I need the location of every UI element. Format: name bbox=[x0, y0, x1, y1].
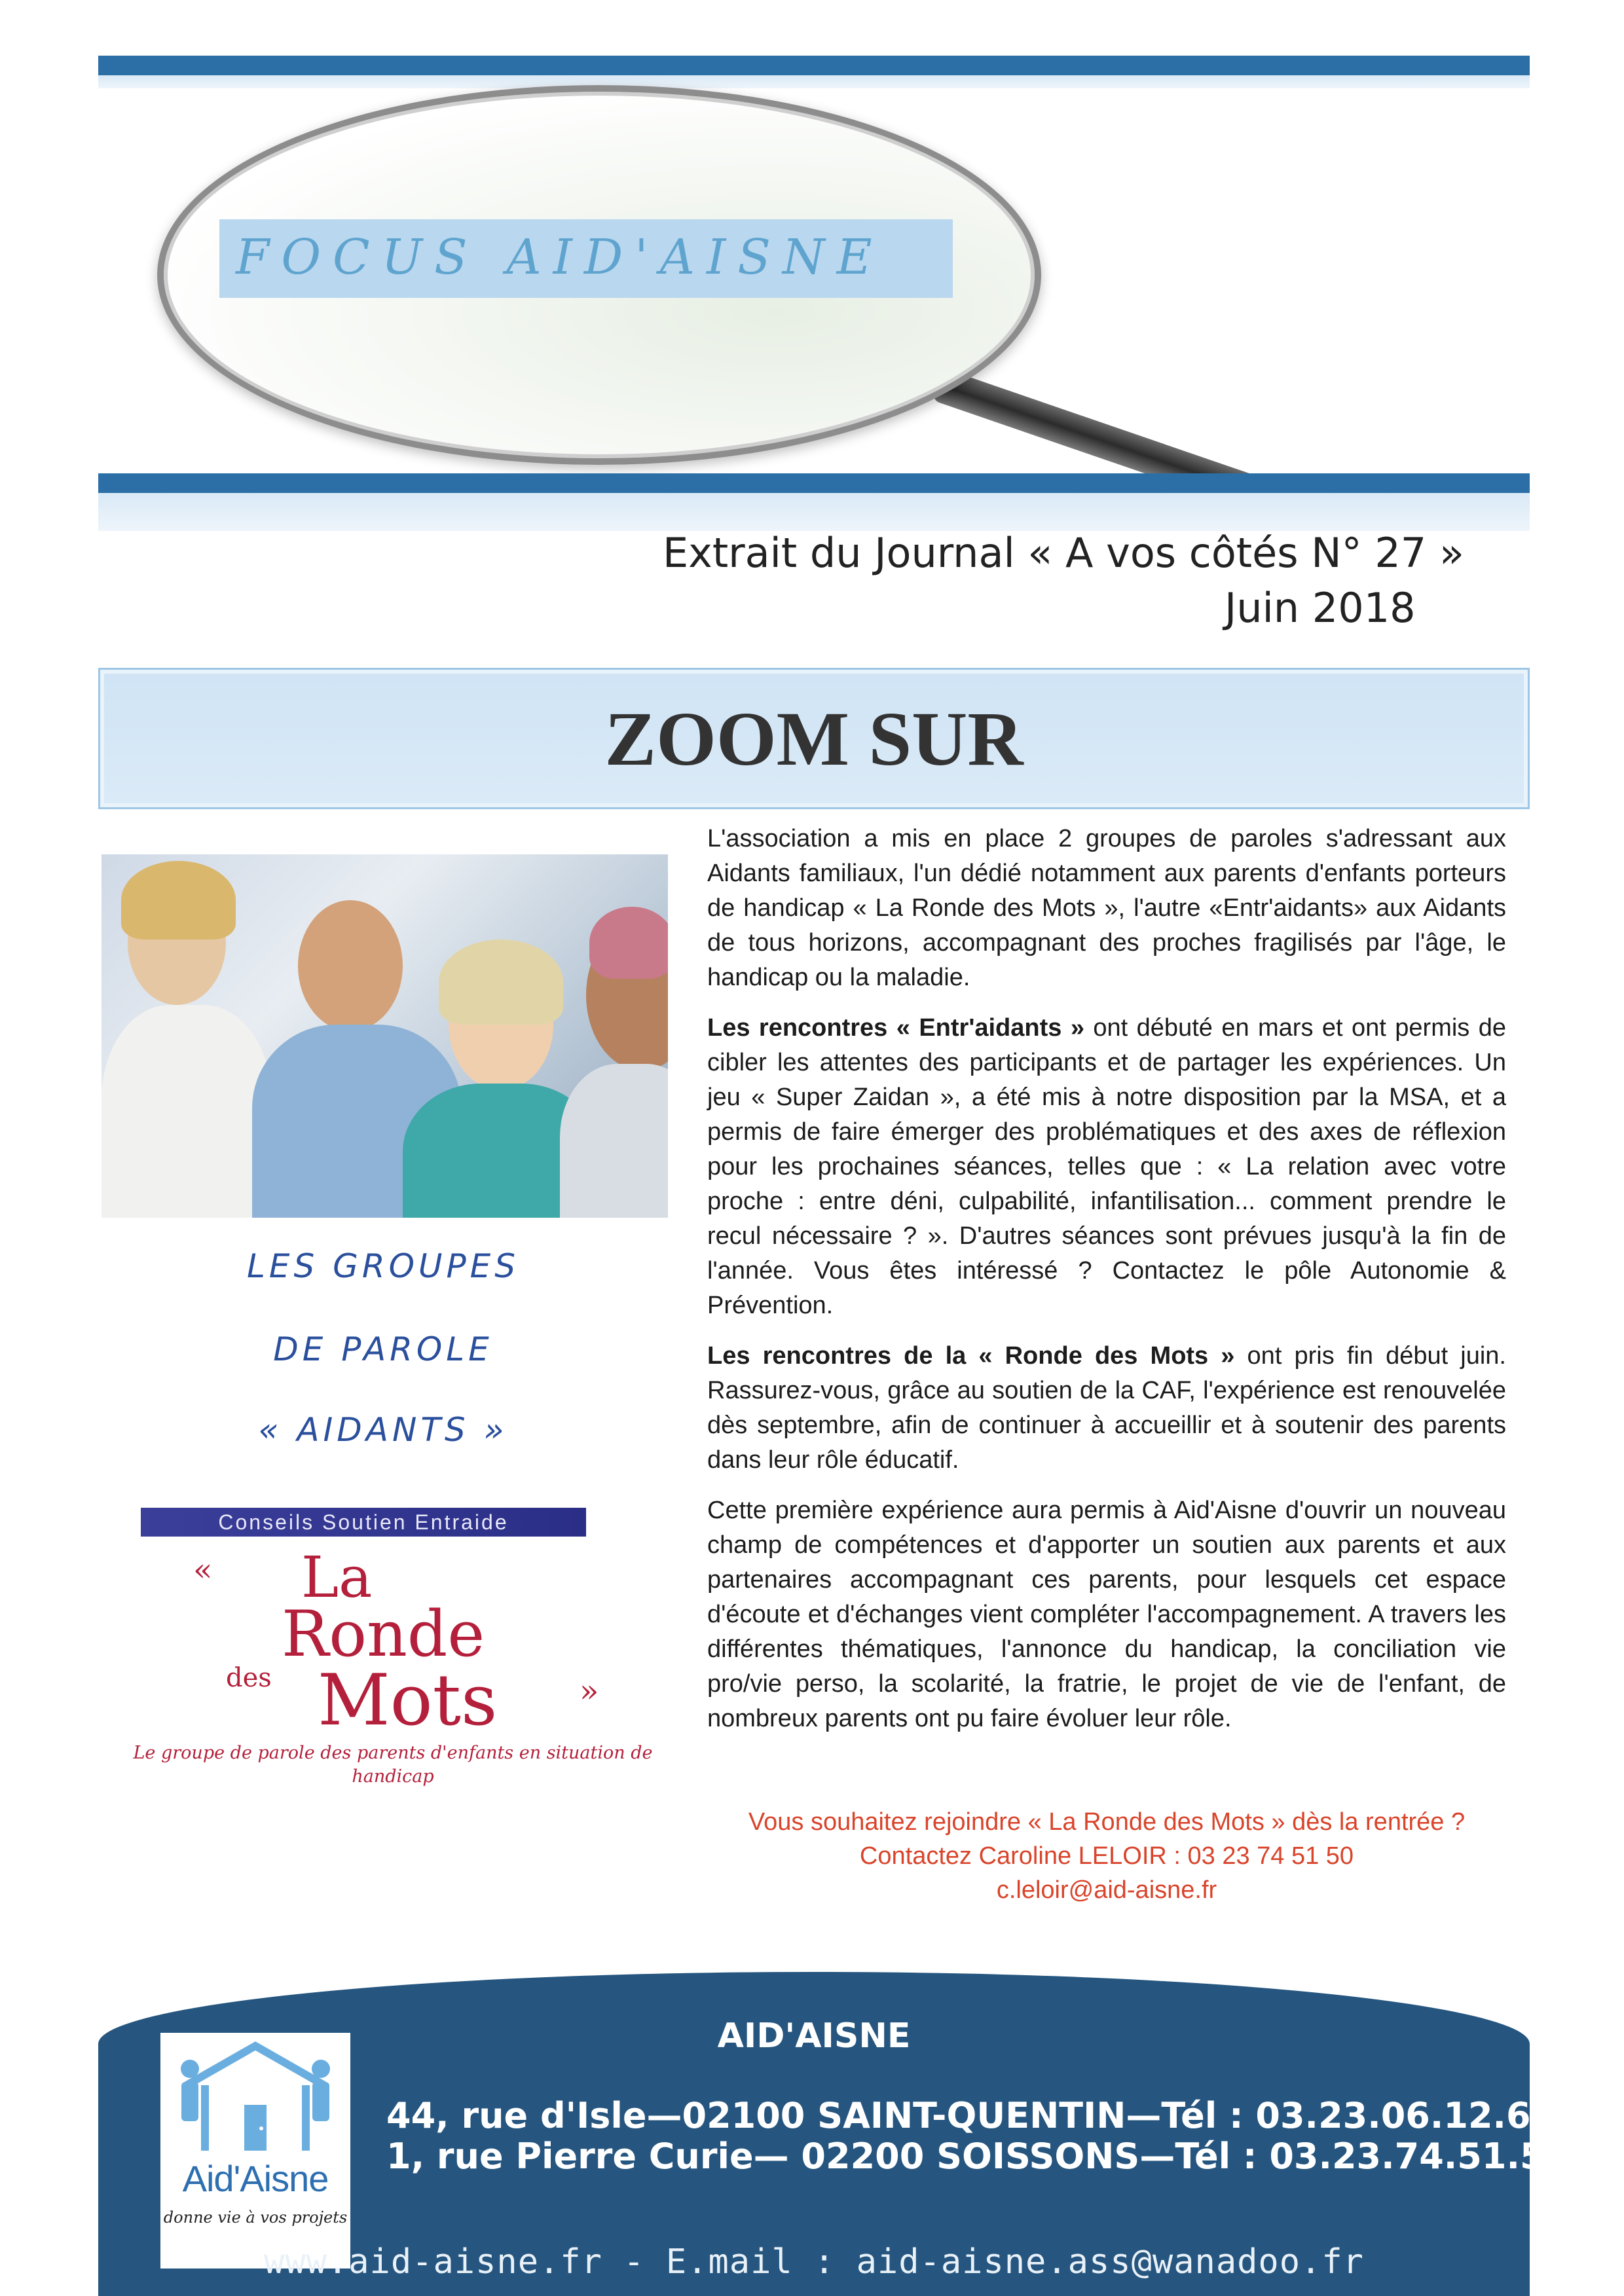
logo-tagline: Le groupe de parole des parents d'enfants en situation de handicap bbox=[133, 1743, 653, 1787]
logo-des: des bbox=[226, 1663, 272, 1693]
article-paragraph-3 bbox=[707, 1339, 1506, 1478]
journal-title: Extrait du Journal « A vos côtés N° 27 » bbox=[663, 529, 1464, 577]
person-2 bbox=[298, 900, 403, 1031]
article-paragraph-2-lead: Les rencontres « Entr'aidants » bbox=[707, 1014, 1084, 1042]
header-bottom-band bbox=[98, 473, 1530, 493]
article-paragraph-2-text: ont débuté en mars et ont permis de cibler les attentes des participants et de partager les expériences. Un jeu « Super Zaidan », a été mis à notre disposition par la MSA, et a permis de faire émerger des problématiques et des axes de réflexion pour les prochaines séances, telles que : « La relation avec votre proche : entre déni, culpabilité, infantilisation... comment prendre le recul nécessaire ? ». D'autres séances sont prévues jusqu'à la fin de l'année. Vous êtes intéressé ? Contactez le pôle Autonomie & Prévention. bbox=[707, 1014, 1507, 1319]
article-paragraph-4: Cette première expérience aura permis à Aid'Aisne d'ouvrir un nouveau champ de compétences et d'apporter un soutien aux parents et aux partenaires accompagnant ces parents, pour lesquels cet espace d'écoute et d'échanges vient compléter l'accompagnement. A travers les différentes thématiques, l'annonce du handicap, la conciliation vie pro/vie perso, la scolarité, la fratrie, le projet de vie de l'enfant, de nombreux parents ont pu faire évoluer leur rôle. bbox=[707, 1497, 1506, 1732]
zoom-title: ZOOM SUR bbox=[604, 696, 1024, 782]
logo-close-quote: » bbox=[580, 1673, 599, 1709]
house-people-icon bbox=[160, 2033, 350, 2157]
focus-title: FOCUS AID'AISNE bbox=[236, 229, 884, 285]
header-top-band-light bbox=[98, 75, 1530, 88]
contact-invite: Vous souhaitez rejoindre « La Ronde des Mots » dès la rentrée ? bbox=[748, 1808, 1466, 1836]
article-paragraph-3-text: ont pris fin début juin. Rassurez-vous, grâce au soutien de la CAF, l'expérience est renouvelée dès septembre, afin de continuer à accueillir et à soutenir des parents dans leur rôle éducatif. bbox=[707, 1342, 1506, 1474]
aid-aisne-logo bbox=[160, 2033, 350, 2269]
person-1-body bbox=[101, 1005, 272, 1218]
header-bottom-band-light bbox=[98, 493, 1530, 531]
zoom-banner bbox=[98, 668, 1530, 809]
logo-name: Aid'Aisne bbox=[182, 2158, 329, 2199]
logo-mots: Mots bbox=[318, 1660, 498, 1741]
logo-tagline-bar: Conseils Soutien Entraide bbox=[141, 1508, 586, 1537]
article-paragraph-2 bbox=[707, 1011, 1506, 1323]
logo-tagline: donne vie à vos projets bbox=[163, 2208, 348, 2227]
logo-la: La bbox=[301, 1545, 373, 1611]
groupes-line-1: LES GROUPES bbox=[247, 1247, 519, 1285]
logo-open-quote: « bbox=[193, 1552, 213, 1588]
contact-block bbox=[707, 1805, 1506, 1907]
article-paragraph-1: L'association a mis en place 2 groupes de paroles s'adressant aux Aidants familiaux, l'un dédié notamment aux parents d'enfants porteurs de handicap « La Ronde des Mots », l'autre «Entr'aidants» aux Aidants de tous horizons, accompagnant des proches fragilisés par l'âge, le handicap ou la maladie. bbox=[707, 825, 1506, 991]
person-4-scarf bbox=[589, 907, 668, 979]
person-3-hair bbox=[439, 939, 563, 1025]
header-top-band bbox=[98, 56, 1530, 75]
groupes-line-3: « AIDANTS » bbox=[258, 1411, 508, 1449]
footer-address-2: 1, rue Pierre Curie— 02200 SOISSONS—Tél : 03.23.74.51.50 bbox=[386, 2136, 1570, 2177]
journal-date: Juin 2018 bbox=[1225, 584, 1416, 632]
group-photo bbox=[101, 854, 668, 1218]
person-4-body bbox=[560, 1064, 668, 1218]
footer-title: AID'AISNE bbox=[717, 2016, 911, 2056]
contact-email[interactable]: c.leloir@aid-aisne.fr bbox=[996, 1876, 1217, 1904]
footer-address-1: 44, rue d'Isle—02100 SAINT-QUENTIN—Tél : 03.23.06.12.64 bbox=[386, 2095, 1556, 2136]
groupes-line-2: DE PAROLE bbox=[273, 1330, 493, 1368]
article-body bbox=[707, 822, 1506, 1752]
person-1-hair bbox=[121, 861, 236, 939]
logo-ronde: Ronde bbox=[282, 1597, 485, 1671]
footer-web-email[interactable]: www.aid-aisne.fr - E.mail : aid-aisne.ass@wanadoo.fr bbox=[264, 2242, 1364, 2282]
contact-phone: Contactez Caroline LELOIR : 03 23 74 51 50 bbox=[859, 1842, 1354, 1870]
article-paragraph-3-lead: Les rencontres de la « Ronde des Mots » bbox=[707, 1342, 1235, 1370]
